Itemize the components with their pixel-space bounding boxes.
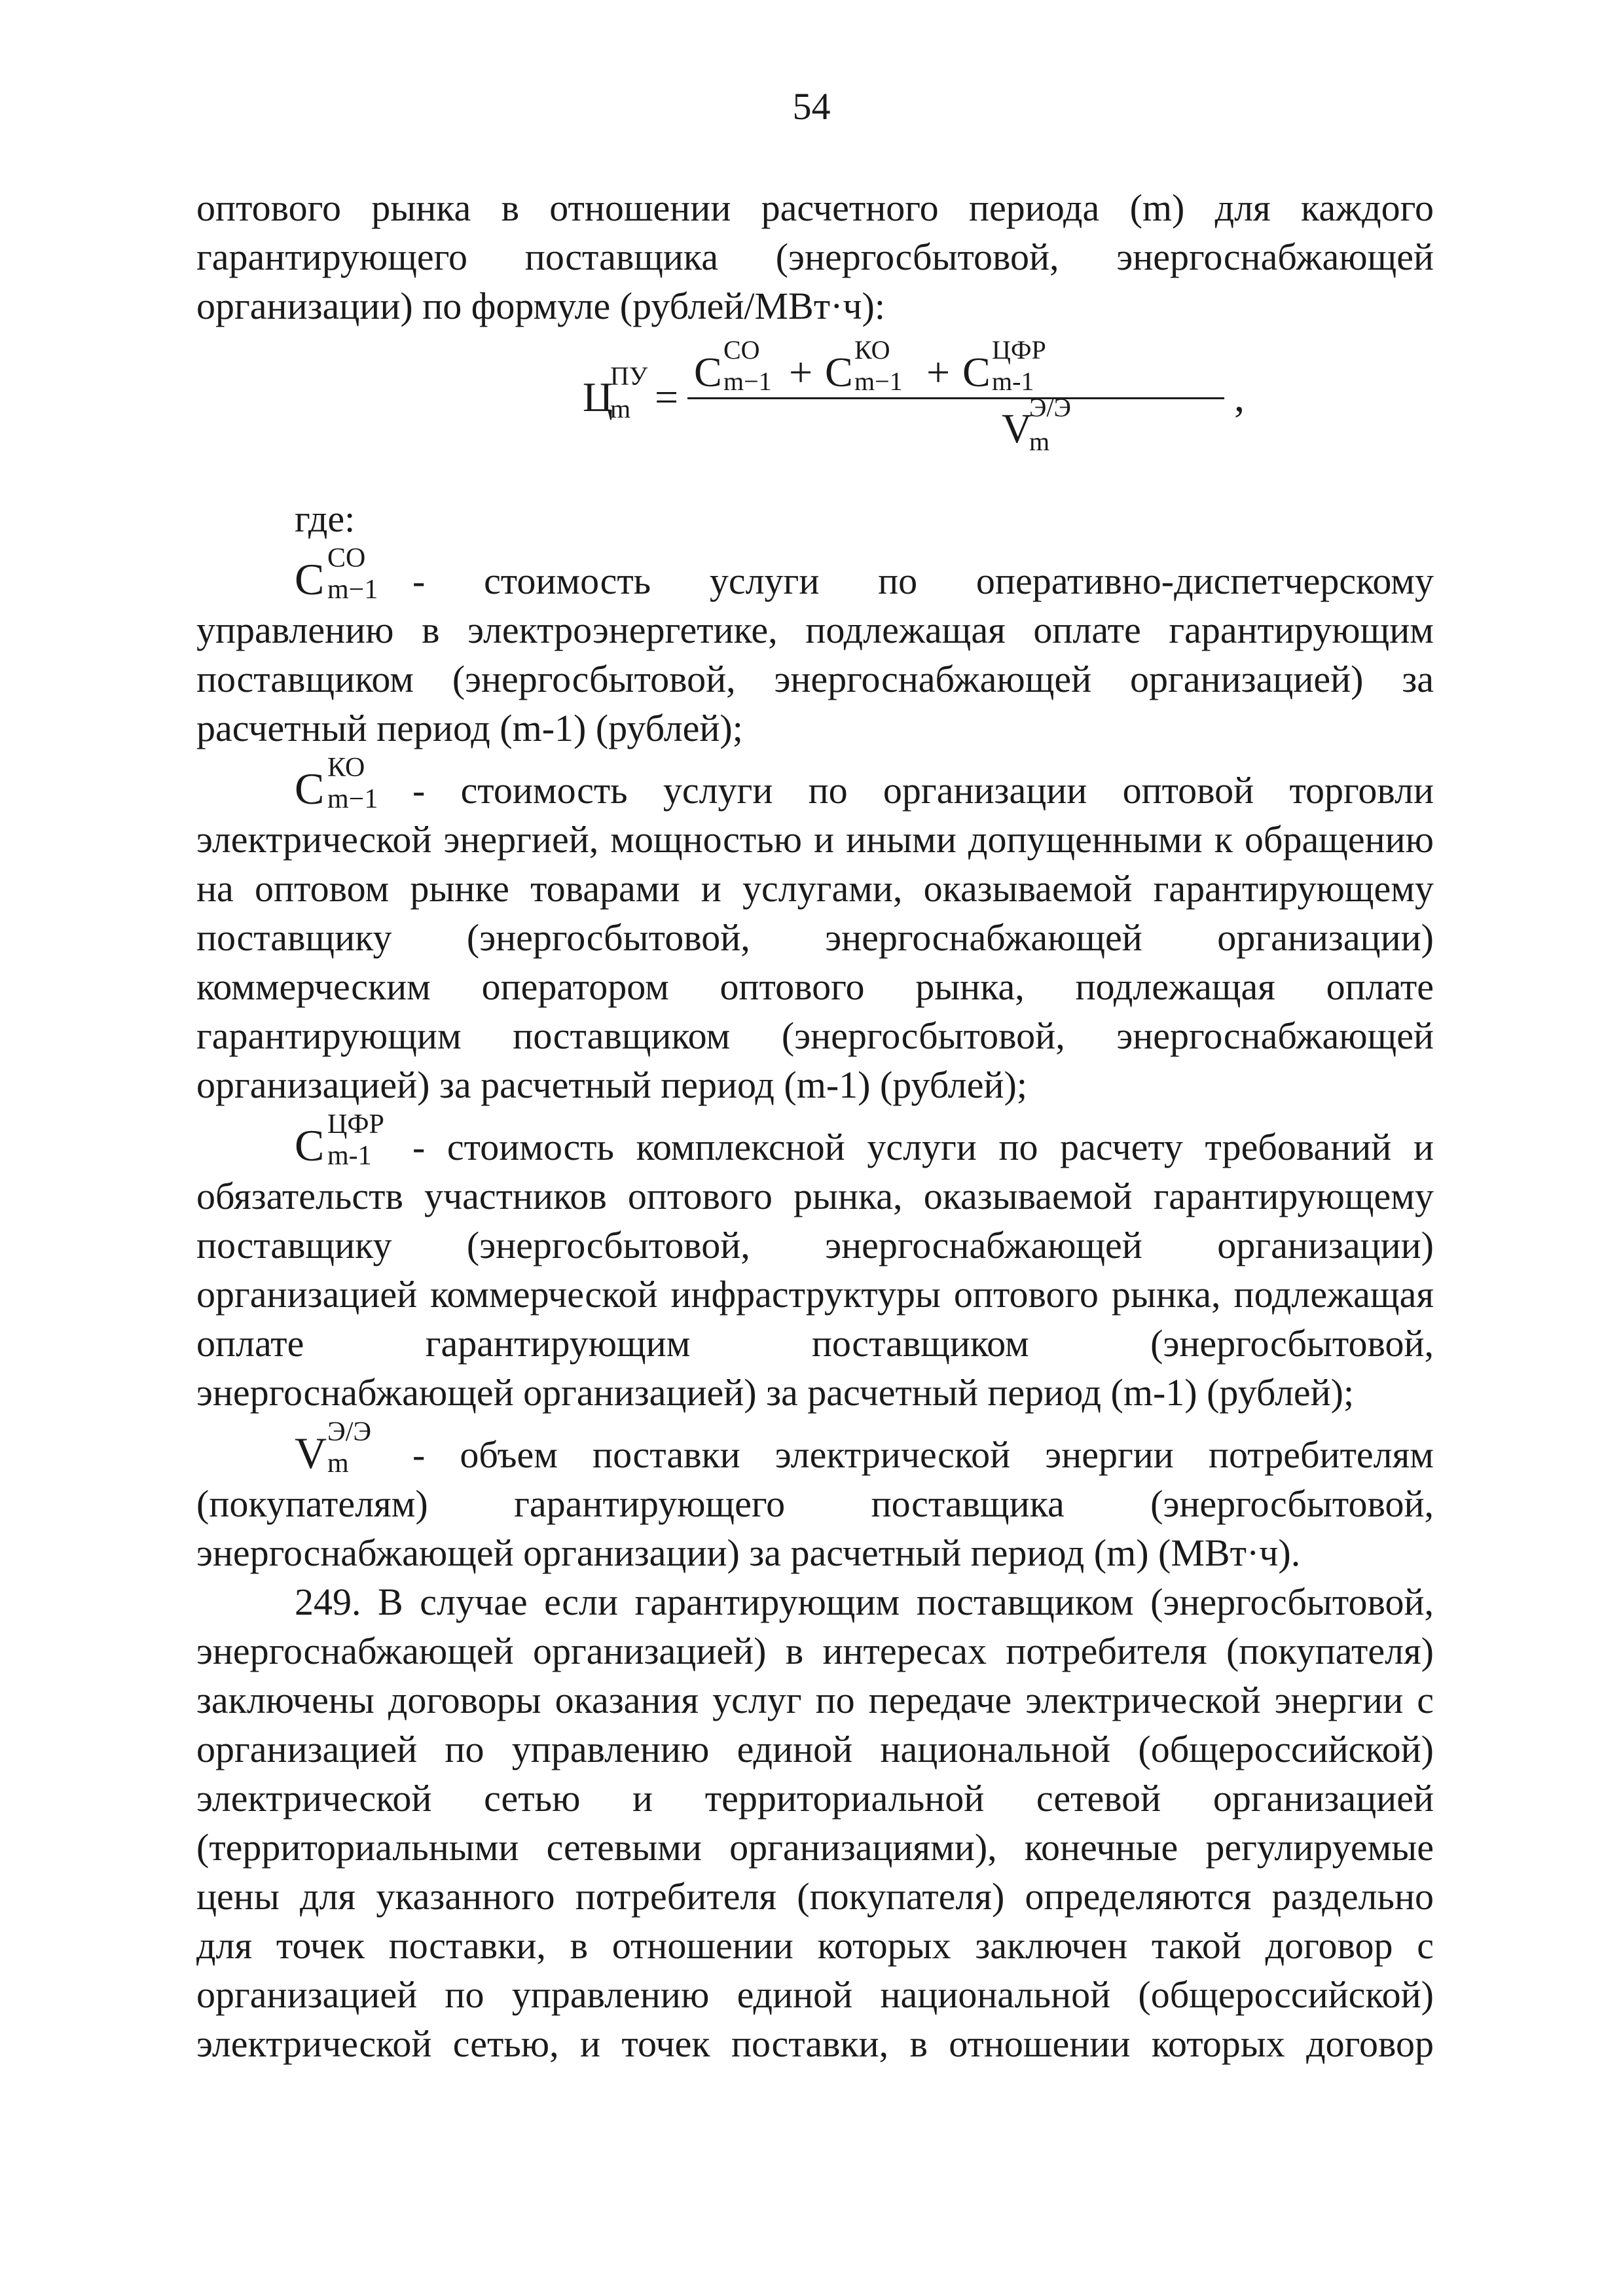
definition-line: организацией коммерческой инфраструктуры оптового рынка, подлежащая — [196, 1273, 1434, 1316]
paragraph-line: для точек поставки, в отношении которых заключен такой договор с — [196, 1924, 1434, 1967]
intro-line: оптового рынка в отношении расчетного периода (m) для каждого — [196, 187, 1434, 229]
paragraph-line: 249. В случае если гарантирующим поставщиком (энергосбытовой, — [295, 1581, 1434, 1623]
definition-line: организацией) за расчетный период (m-1) (рублей); — [196, 1064, 1027, 1106]
paragraph-line: организацией по управлению единой национальной (общероссийской) — [196, 1973, 1434, 2016]
page-number: 54 — [792, 85, 831, 128]
paragraph-line: электрической сетью и территориальной сетевой организацией — [196, 1777, 1434, 1820]
formula-lhs-symbol: Ц — [583, 374, 613, 420]
formula-term-symbol: C — [694, 349, 722, 395]
definition-first-line: V Э/Э m - объем поставки электрической энергии потребителям — [295, 1417, 1434, 1479]
definition-first-line: C СО m−1 - стоимость услуги по оперативно-диспетчерскому — [295, 543, 1434, 605]
where-label: где: — [295, 497, 356, 540]
paragraph-line: энергоснабжающей организацией) в интересах потребителя (покупателя) — [196, 1630, 1434, 1672]
definition-term: C СО m−1 — [295, 543, 378, 605]
definition-first-line: C КО m−1 - стоимость услуги по организации оптовой торговли — [295, 753, 1434, 814]
definition-line: энергоснабжающей организацией) за расчетный период (m-1) (рублей); — [196, 1371, 1355, 1414]
definition-line: поставщику (энергосбытовой, энергоснабжающей организации) — [196, 1224, 1434, 1266]
formula-term-sup: ЦФР — [992, 335, 1046, 365]
paragraph-line: цены для указанного потребителя (покупателя) определяются раздельно — [196, 1875, 1434, 1918]
formula-den-sub: m — [1029, 427, 1050, 456]
definition-line: (покупателям) гарантирующего поставщика (энергосбытовой, — [196, 1482, 1434, 1525]
formula-term-symbol: C — [825, 349, 853, 395]
formula-lhs-sub: m — [610, 394, 631, 423]
definition-term: V Э/Э m — [295, 1417, 372, 1479]
definition-line: энергоснабжающей организации) за расчетный период (m) (МВт·ч). — [196, 1532, 1301, 1574]
definition-line: на оптовом рынке товарами и услугами, оказываемой гарантирующему — [196, 867, 1434, 910]
definition-line: управлению в электроэнергетике, подлежащая оплате гарантирующим — [196, 609, 1434, 651]
formula-plus: + — [789, 349, 813, 395]
formula-equals: = — [655, 374, 679, 420]
price-formula — [196, 337, 1434, 461]
definition-line: коммерческим оператором оптового рынка, подлежащая оплате — [196, 965, 1434, 1008]
intro-line: организации) по формуле (рублей/МВт·ч): — [196, 285, 885, 327]
definition-line: электрической энергией, мощностью и иными допущенными к обращению — [196, 818, 1434, 861]
definition-line: поставщиком (энергосбытовой, энергоснабжающей организацией) за — [196, 658, 1434, 700]
formula-den-sup: Э/Э — [1029, 393, 1071, 422]
definition-term: C ЦФР m-1 — [295, 1109, 384, 1171]
page-body — [196, 183, 1434, 2068]
definition-line: расчетный период (m-1) (рублей); — [196, 707, 743, 749]
formula-term-sup: СО — [723, 335, 760, 365]
fraction-bar — [687, 397, 1224, 399]
formula-den-symbol: V — [1002, 405, 1032, 452]
formula-plus: + — [926, 349, 951, 395]
definitions — [196, 543, 1434, 1577]
definition-line: поставщику (энергосбытовой, энергоснабжающей организации) — [196, 916, 1434, 959]
definition-first-line: C ЦФР m-1 - стоимость комплексной услуги по расчету требований и — [295, 1109, 1434, 1171]
formula-lhs-sup: ПУ — [610, 361, 648, 391]
formula-term-sup: КО — [854, 335, 890, 365]
formula-term-sub: m−1 — [854, 367, 903, 396]
paragraph-line: организацией по управлению единой национальной (общероссийской) — [196, 1728, 1434, 1770]
formula-term-symbol: C — [962, 349, 991, 395]
definition-term: C КО m−1 — [295, 753, 378, 814]
intro-line: гарантирующего поставщика (энергосбытовой, энергоснабжающей — [196, 236, 1434, 278]
formula-term-sub: m−1 — [723, 367, 772, 396]
formula-comma: , — [1234, 374, 1245, 420]
definition-line: гарантирующим поставщиком (энергосбытовой, энергоснабжающей — [196, 1014, 1434, 1057]
formula-term-sub: m-1 — [992, 367, 1034, 396]
definition-line: оплате гарантирующим поставщиком (энергосбытовой, — [196, 1322, 1434, 1365]
paragraph-line: заключены договоры оказания услуг по передаче электрической энергии с — [196, 1679, 1434, 1721]
definition-line: обязательств участников оптового рынка, оказываемой гарантирующему — [196, 1175, 1434, 1217]
paragraph-249 — [196, 1577, 1434, 2068]
paragraph-line: (территориальными сетевыми организациями), конечные регулируемые — [196, 1826, 1434, 1869]
paragraph-line: электрической сетью, и точек поставки, в отношении которых договор — [196, 2022, 1434, 2065]
